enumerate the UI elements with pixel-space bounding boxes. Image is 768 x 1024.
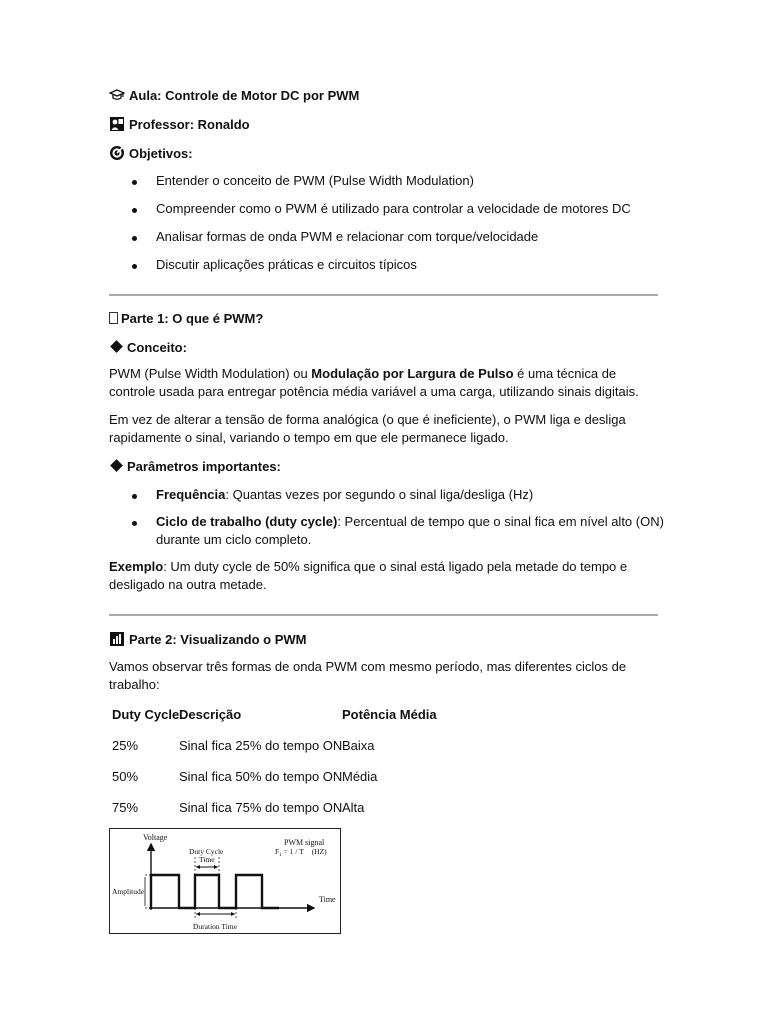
aula-line: Aula: Controle de Motor DC por PWM	[109, 87, 359, 105]
pwm-signal-label: PWM signal	[284, 838, 325, 847]
table-cell-power: Alta	[342, 800, 365, 815]
param-item: Ciclo de trabalho (duty cycle): Percentual de tempo que o sinal fica em nível alto (ON)	[156, 514, 664, 529]
example-line: desligado na outra metade.	[109, 577, 267, 592]
concept-paragraph-line: PWM (Pulse Width Modulation) ou Modulação por Largura de Pulso é uma técnica de	[109, 366, 617, 381]
teacher-icon	[109, 116, 125, 132]
bullet-dot	[132, 208, 137, 213]
duty-cycle-label: Duty Cycle	[189, 847, 224, 856]
table-cell-description: Sinal fica 25% do tempo ON	[179, 738, 343, 753]
table-header-duty: Duty Cycle	[112, 707, 180, 722]
example-line: Exemplo: Um duty cycle de 50% significa que o sinal está ligado pela metade do tempo e	[109, 559, 628, 574]
duty-cycle-label-time: Time	[199, 855, 215, 864]
analog-paragraph-line: Em vez de alterar a tensão de forma analógica (o que é ineficiente), o PWM liga e desliga	[109, 412, 626, 427]
part2-heading: Parte 2: Visualizando o PWM	[109, 631, 306, 649]
bullet-dot	[132, 494, 137, 499]
part1-heading: Parte 1: O que é PWM?	[109, 310, 263, 328]
concept-paragraph-line: controle usada para entregar potência média variável a uma carga, utilizando sinais digitais.	[109, 384, 639, 399]
table-cell-duty: 50%	[112, 769, 139, 784]
table-header-power: Potência Média	[342, 707, 437, 722]
amplitude-label: Amplitude	[112, 887, 145, 896]
table-header-description: Descrição	[179, 707, 242, 722]
objetivos-heading: Objetivos:	[109, 145, 193, 163]
target-icon	[109, 145, 125, 161]
missing-glyph-icon	[109, 312, 118, 324]
conceito-heading: Conceito:	[109, 339, 187, 357]
part2-intro-line: Vamos observar três formas de onda PWM com mesmo período, mas diferentes ciclos de	[109, 659, 627, 674]
professor-line: Professor: Ronaldo	[109, 116, 250, 134]
part2-intro-line: trabalho:	[109, 677, 160, 692]
params-heading: Parâmetros importantes:	[109, 458, 281, 476]
objective-item: Entender o conceito de PWM (Pulse Width Modulation)	[156, 173, 474, 188]
objective-item: Analisar formas de onda PWM e relacionar com torque/velocidade	[156, 229, 539, 244]
frequency-formula: $F_1 = 1 / T$ (HZ)	[275, 847, 327, 858]
bar-chart-icon	[109, 631, 125, 647]
graduation-cap-icon	[109, 87, 125, 103]
table-cell-description: Sinal fica 75% do tempo ON	[179, 800, 343, 815]
objective-item: Compreender como o PWM é utilizado para controlar a velocidade de motores DC	[156, 201, 631, 216]
analog-paragraph-line: rapidamente o sinal, variando o tempo em que ele permanece ligado.	[109, 430, 509, 445]
bullet-dot	[132, 521, 137, 526]
bullet-dot	[132, 180, 137, 185]
table-cell-description: Sinal fica 50% do tempo ON	[179, 769, 343, 784]
section-divider	[109, 614, 658, 616]
param-item-continuation: durante um ciclo completo.	[156, 532, 312, 547]
bullet-dot	[132, 264, 137, 269]
param-item: Frequência: Quantas vezes por segundo o sinal liga/desliga (Hz)	[156, 487, 534, 502]
section-divider	[109, 294, 658, 296]
voltage-label: Voltage	[143, 833, 168, 842]
duration-time-label: Duration Time	[193, 922, 237, 931]
table-cell-power: Média	[342, 769, 378, 784]
diamond-icon	[110, 459, 123, 472]
pwm-signal-figure	[109, 828, 341, 934]
objective-item: Discutir aplicações práticas e circuitos típicos	[156, 257, 417, 272]
bullet-dot	[132, 236, 137, 241]
table-cell-duty: 25%	[112, 738, 139, 753]
table-cell-power: Baixa	[342, 738, 375, 753]
time-axis-label: Time	[319, 895, 336, 904]
table-cell-duty: 75%	[112, 800, 139, 815]
diamond-icon	[110, 340, 123, 353]
